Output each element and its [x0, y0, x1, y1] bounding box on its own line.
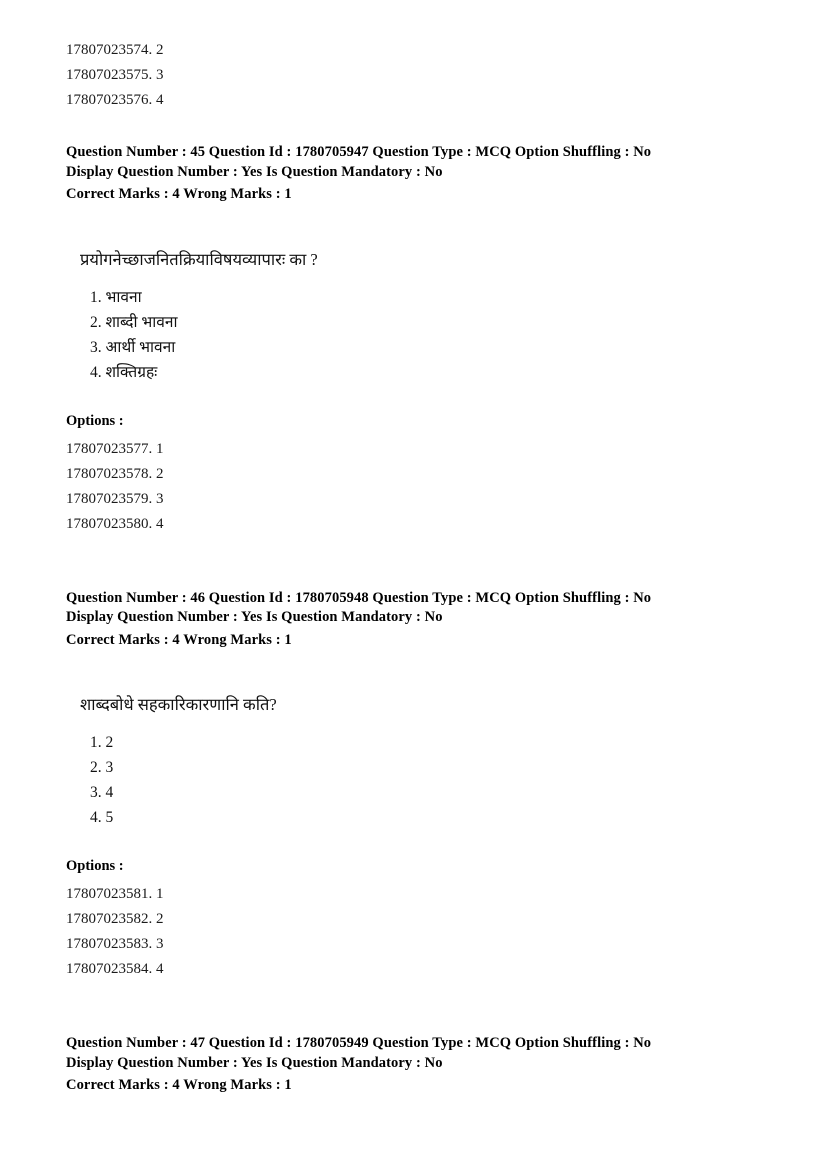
- choice-item[interactable]: 1. भावना: [90, 288, 142, 306]
- question-meta-46: [66, 589, 766, 651]
- question-meta-line-2: Display Question Number : Yes Is Question Mandatory : No: [66, 163, 443, 180]
- question-meta-line-3: Correct Marks : 4 Wrong Marks : 1: [66, 631, 292, 648]
- page-content: [66, 38, 766, 1096]
- question-text-46: शाब्दबोधे सहकारिकारणानि कति?: [80, 695, 277, 714]
- choice-item[interactable]: 1. 2: [90, 734, 114, 751]
- option-id-list-previous: [66, 38, 766, 113]
- choice-item[interactable]: 4. 5: [90, 809, 114, 826]
- option-id-row: 17807023574. 2: [66, 42, 164, 58]
- question-meta-45: [66, 143, 766, 205]
- choice-item[interactable]: 2. 3: [90, 759, 114, 776]
- question-text-45: प्रयोगनेच्छाजनितक्रियाविषयव्यापारः का ?: [80, 249, 318, 269]
- options-label-46: Options :: [66, 858, 124, 874]
- choice-item[interactable]: 2. शाब्दी भावना: [90, 313, 178, 331]
- question-meta-line-3: Correct Marks : 4 Wrong Marks : 1: [66, 186, 292, 202]
- option-id-row: 17807023576. 4: [66, 92, 164, 108]
- choice-item[interactable]: 3. आर्थी भावना: [90, 338, 176, 356]
- choice-list-46: [90, 730, 766, 830]
- option-id-row: 17807023584. 4: [66, 961, 164, 977]
- question-meta-line-1: Question Number : 47 Question Id : 1780705949 Question Type : MCQ Option Shuffling : No: [66, 1035, 652, 1051]
- option-id-list-46: [66, 882, 766, 982]
- option-id-row: 17807023578. 2: [66, 465, 164, 482]
- option-id-row: 17807023579. 3: [66, 490, 164, 507]
- choice-item[interactable]: 4. शक्तिग्रहः: [90, 363, 158, 381]
- option-id-row: 17807023581. 1: [66, 886, 164, 902]
- question-meta-47: [66, 1034, 766, 1096]
- question-meta-line-3: Correct Marks : 4 Wrong Marks : 1: [66, 1077, 292, 1093]
- option-id-row: 17807023583. 3: [66, 936, 164, 952]
- choice-list-45: [90, 285, 766, 385]
- question-meta-line-1: Question Number : 46 Question Id : 1780705948 Question Type : MCQ Option Shuffling : No: [66, 589, 652, 606]
- option-id-row: 17807023577. 1: [66, 440, 164, 457]
- option-id-row: 17807023580. 4: [66, 515, 164, 532]
- options-label-45: Options :: [66, 412, 124, 429]
- question-meta-line-2: Display Question Number : Yes Is Question Mandatory : No: [66, 609, 443, 625]
- question-meta-line-1: Question Number : 45 Question Id : 1780705947 Question Type : MCQ Option Shuffling : No: [66, 144, 652, 160]
- choice-item[interactable]: 3. 4: [90, 784, 114, 801]
- question-meta-line-2: Display Question Number : Yes Is Question Mandatory : No: [66, 1054, 443, 1071]
- option-id-row: 17807023575. 3: [66, 67, 164, 83]
- option-id-row: 17807023582. 2: [66, 911, 164, 927]
- option-id-list-45: [66, 437, 766, 537]
